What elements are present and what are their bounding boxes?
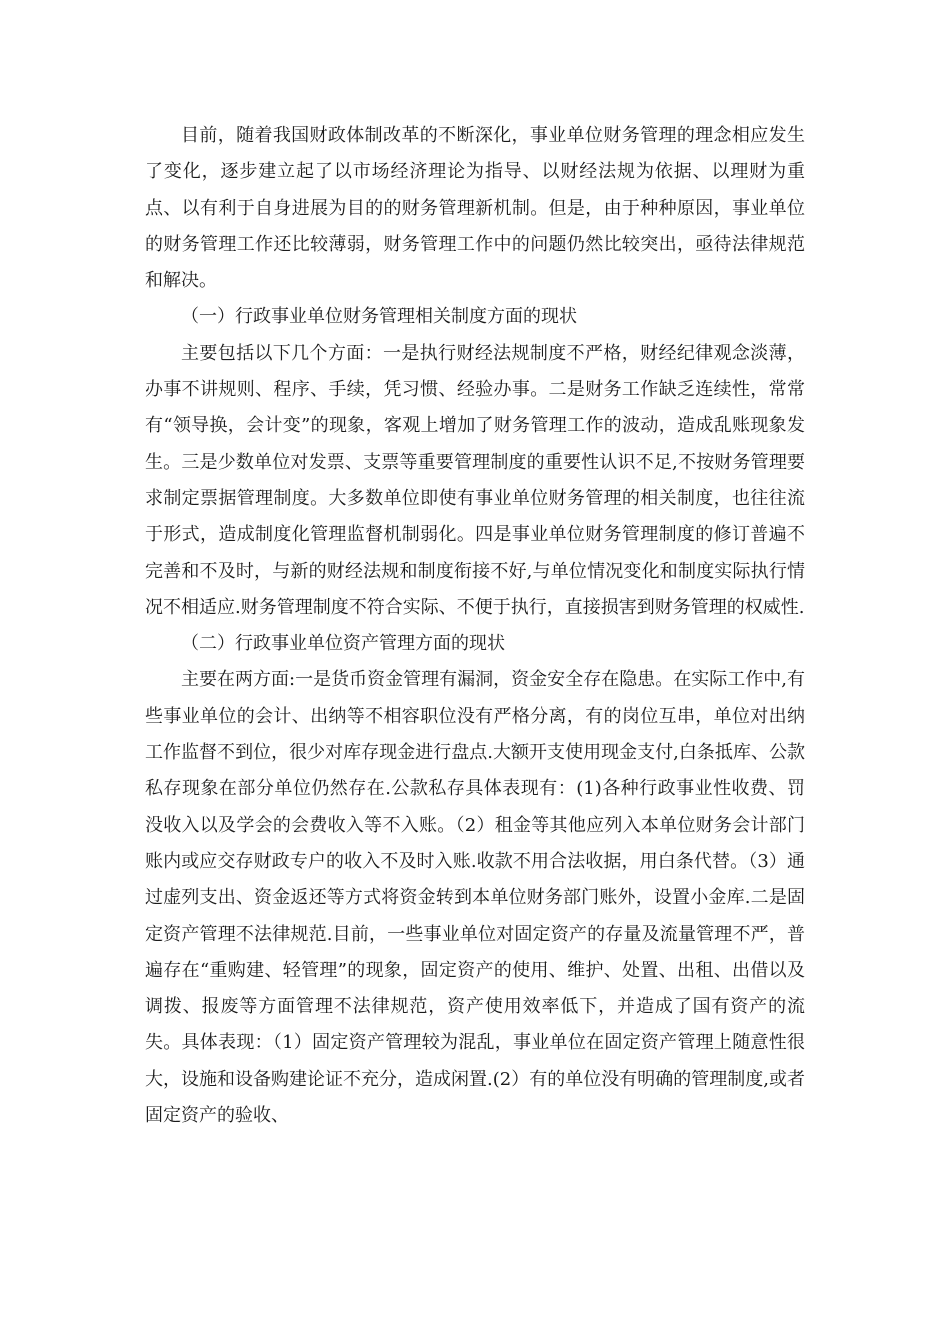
paragraph-section-1: 主要包括以下几个方面：一是执行财经法规制度不严格，财经纪律观念淡薄，办事不讲规则、程序、手续，凭习惯、经验办事。二是财务工作缺乏连续性，常常有“领导换，会计变”的现象，客观上增加了财务管理工作的波动，造成乱账现象发生。三是少数单位对发票、支票等重要管理制度的重要性认识不足,不按财务管理要求制定票据管理制度。大多数单位即使有事业单位财务管理的相关制度，也往往流于形式，造成制度化管理监督机制弱化。四是事业单位财务管理制度的修订普遍不完善和不及时，与新的财经法规和制度衔接不好,与单位情况变化和制度实际执行情况不相适应.财务管理制度不符合实际、不便于执行，直接损害到财务管理的权威性. — [145, 342, 805, 618]
paragraph-section-2: 主要在两方面:一是货币资金管理有漏洞，资金安全存在隐患。在实际工作中,有些事业单位的会计、出纳等不相容职位没有严格分离，有的岗位互串，单位对出纳工作监督不到位，很少对库存现金进行盘点.大额开支使用现金支付,白条抵库、公款私存现象在部分单位仍然存在.公款私存具体表现有：(1)各种行政事业性收费、罚没收入以及学会的会费收入等不入账。（2）租金等其他应列入本单位财务会计部门账内或应交存财政专户的收入不及时入账.收款不用合法收据，用白条代替。（3）通过虚列支出、资金返还等方式将资金转到本单位财务部门账外，设置小金库.二是固定资产管理不法律规范.目前，一些事业单位对固定资产的存量及流量管理不严，普遍存在“重购建、轻管理”的现象，固定资产的使用、维护、处置、出租、出借以及调拨、报废等方面管理不法律规范，资产使用效率低下，并造成了国有资产的流失。具体表现：（1）固定资产管理较为混乱，事业单位在固定资产管理上随意性很大，设施和设备购建论证不充分，造成闲置.(2）有的单位没有明确的管理制度,或者固定资产的验收、 — [145, 669, 805, 1127]
document-body — [145, 118, 805, 1134]
section-heading-1: （一）行政事业单位财务管理相关制度方面的现状 — [181, 306, 577, 328]
section-heading-2: （二）行政事业单位资产管理方面的现状 — [181, 633, 505, 655]
paragraph-intro: 目前，随着我国财政体制改革的不断深化，事业单位财务管理的理念相应发生了变化，逐步建立起了以市场经济理论为指导、以财经法规为依据、以理财为重点、以有利于自身进展为目的的财务管理新机制。但是，由于种种原因，事业单位的财务管理工作还比较薄弱，财务管理工作中的问题仍然比较突出，亟待法律规范和解决。 — [145, 125, 805, 292]
